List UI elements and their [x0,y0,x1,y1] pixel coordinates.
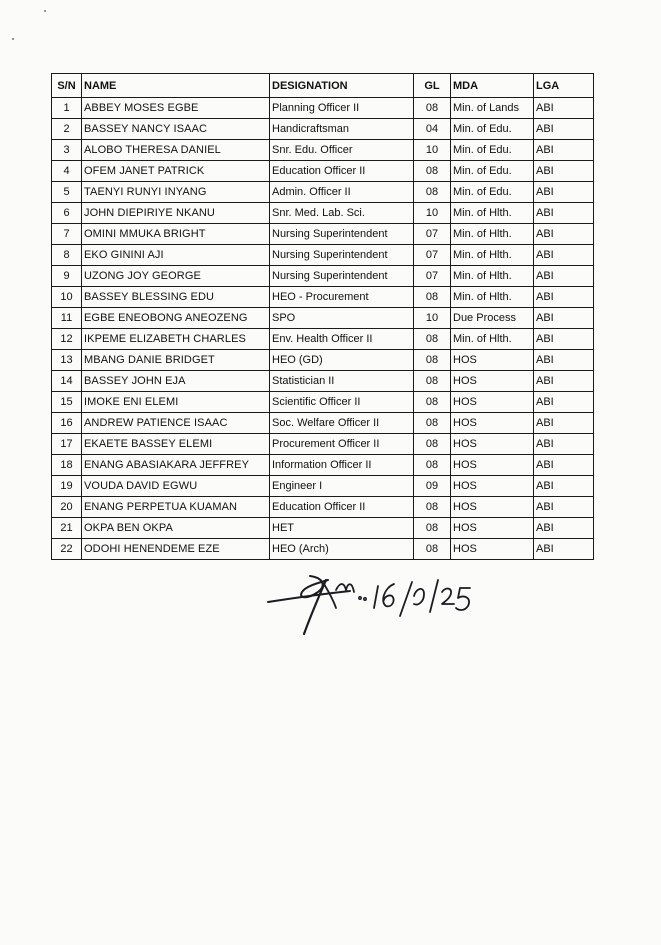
cell-name: EKO GININI AJI [82,245,270,266]
cell-sn: 2 [52,119,82,140]
cell-sn: 7 [52,224,82,245]
cell-gl: 08 [414,350,451,371]
table-row [52,266,594,287]
staff-table [51,73,594,560]
scan-speck [44,10,46,12]
cell-gl: 08 [414,329,451,350]
cell-gl: 08 [414,98,451,119]
cell-lga: ABI [534,476,594,497]
cell-sn: 9 [52,266,82,287]
cell-gl: 10 [414,203,451,224]
cell-gl: 08 [414,287,451,308]
cell-name: IKPEME ELIZABETH CHARLES [82,329,270,350]
cell-lga: ABI [534,140,594,161]
header-sn: S/N [52,74,82,98]
table-row [52,455,594,476]
header-mda: MDA [451,74,534,98]
cell-lga: ABI [534,266,594,287]
table-row [52,497,594,518]
cell-designation: Admin. Officer II [270,182,414,203]
cell-mda: HOS [451,413,534,434]
cell-gl: 07 [414,224,451,245]
cell-gl: 08 [414,371,451,392]
cell-lga: ABI [534,182,594,203]
cell-sn: 20 [52,497,82,518]
cell-name: ENANG PERPETUA KUAMAN [82,497,270,518]
cell-lga: ABI [534,119,594,140]
cell-gl: 08 [414,497,451,518]
cell-gl: 08 [414,455,451,476]
cell-designation: Education Officer II [270,497,414,518]
cell-mda: Min. of Hlth. [451,203,534,224]
cell-sn: 5 [52,182,82,203]
cell-lga: ABI [534,98,594,119]
cell-designation: HEO - Procurement [270,287,414,308]
cell-designation: Handicraftsman [270,119,414,140]
cell-lga: ABI [534,203,594,224]
cell-mda: HOS [451,434,534,455]
cell-gl: 08 [414,392,451,413]
table-row [52,245,594,266]
cell-designation: Scientific Officer II [270,392,414,413]
cell-name: MBANG DANIE BRIDGET [82,350,270,371]
cell-name: BASSEY NANCY ISAAC [82,119,270,140]
cell-designation: Procurement Officer II [270,434,414,455]
cell-mda: Min. of Hlth. [451,329,534,350]
cell-gl: 08 [414,539,451,560]
cell-mda: HOS [451,476,534,497]
cell-sn: 4 [52,161,82,182]
cell-sn: 17 [52,434,82,455]
cell-mda: Min. of Lands [451,98,534,119]
cell-designation: Education Officer II [270,161,414,182]
header-name: NAME [82,74,270,98]
table-row [52,518,594,539]
cell-designation: Snr. Edu. Officer [270,140,414,161]
table-row [52,224,594,245]
cell-mda: Min. of Edu. [451,161,534,182]
cell-sn: 10 [52,287,82,308]
cell-name: OMINI MMUKA BRIGHT [82,224,270,245]
cell-lga: ABI [534,497,594,518]
table-row [52,434,594,455]
cell-gl: 08 [414,413,451,434]
cell-designation: HEO (Arch) [270,539,414,560]
table-row [52,539,594,560]
cell-mda: Due Process [451,308,534,329]
cell-designation: Engineer I [270,476,414,497]
table-row [52,119,594,140]
cell-gl: 08 [414,518,451,539]
cell-sn: 11 [52,308,82,329]
cell-lga: ABI [534,392,594,413]
table-row [52,140,594,161]
cell-designation: Snr. Med. Lab. Sci. [270,203,414,224]
cell-mda: HOS [451,455,534,476]
cell-name: ANDREW PATIENCE ISAAC [82,413,270,434]
cell-gl: 08 [414,182,451,203]
cell-name: TAENYI RUNYI INYANG [82,182,270,203]
header-gl: GL [414,74,451,98]
table-row [52,287,594,308]
cell-mda: Min. of Hlth. [451,287,534,308]
cell-name: OFEM JANET PATRICK [82,161,270,182]
cell-lga: ABI [534,329,594,350]
cell-sn: 3 [52,140,82,161]
cell-mda: Min. of Hlth. [451,266,534,287]
cell-name: IMOKE ENI ELEMI [82,392,270,413]
header-designation: DESIGNATION [270,74,414,98]
table-row [52,98,594,119]
cell-gl: 08 [414,161,451,182]
table-row [52,182,594,203]
table-row [52,203,594,224]
cell-sn: 19 [52,476,82,497]
cell-mda: HOS [451,371,534,392]
cell-name: OKPA BEN OKPA [82,518,270,539]
cell-sn: 18 [52,455,82,476]
cell-name: UZONG JOY GEORGE [82,266,270,287]
table-row [52,308,594,329]
cell-lga: ABI [534,455,594,476]
cell-mda: HOS [451,392,534,413]
cell-name: JOHN DIEPIRIYE NKANU [82,203,270,224]
cell-designation: Planning Officer II [270,98,414,119]
cell-lga: ABI [534,224,594,245]
cell-sn: 8 [52,245,82,266]
cell-lga: ABI [534,245,594,266]
cell-mda: Min. of Hlth. [451,224,534,245]
cell-designation: Nursing Superintendent [270,266,414,287]
cell-sn: 15 [52,392,82,413]
table-row [52,329,594,350]
cell-name: ENANG ABASIAKARA JEFFREY [82,455,270,476]
cell-designation: Soc. Welfare Officer II [270,413,414,434]
cell-sn: 12 [52,329,82,350]
cell-lga: ABI [534,308,594,329]
cell-lga: ABI [534,350,594,371]
cell-gl: 08 [414,434,451,455]
cell-name: ALOBO THERESA DANIEL [82,140,270,161]
cell-lga: ABI [534,434,594,455]
table-row [52,476,594,497]
cell-gl: 09 [414,476,451,497]
cell-name: EGBE ENEOBONG ANEOZENG [82,308,270,329]
cell-name: EKAETE BASSEY ELEMI [82,434,270,455]
cell-gl: 07 [414,266,451,287]
cell-designation: Nursing Superintendent [270,224,414,245]
cell-gl: 07 [414,245,451,266]
cell-lga: ABI [534,287,594,308]
table-row [52,392,594,413]
cell-mda: HOS [451,497,534,518]
cell-mda: HOS [451,518,534,539]
cell-sn: 14 [52,371,82,392]
cell-sn: 16 [52,413,82,434]
cell-designation: HEO (GD) [270,350,414,371]
cell-designation: Information Officer II [270,455,414,476]
cell-mda: HOS [451,539,534,560]
table-row [52,371,594,392]
cell-lga: ABI [534,161,594,182]
table-row [52,350,594,371]
cell-designation: Env. Health Officer II [270,329,414,350]
table-row [52,413,594,434]
cell-sn: 22 [52,539,82,560]
cell-designation: SPO [270,308,414,329]
cell-mda: Min. of Edu. [451,140,534,161]
cell-lga: ABI [534,413,594,434]
cell-lga: ABI [534,371,594,392]
cell-name: ABBEY MOSES EGBE [82,98,270,119]
cell-gl: 04 [414,119,451,140]
cell-mda: HOS [451,350,534,371]
cell-designation: Statistician II [270,371,414,392]
cell-mda: Min. of Edu. [451,119,534,140]
cell-sn: 6 [52,203,82,224]
cell-designation: HET [270,518,414,539]
cell-name: BASSEY JOHN EJA [82,371,270,392]
cell-gl: 10 [414,140,451,161]
cell-lga: ABI [534,518,594,539]
cell-name: ODOHI HENENDEME EZE [82,539,270,560]
cell-gl: 10 [414,308,451,329]
cell-sn: 1 [52,98,82,119]
cell-name: BASSEY BLESSING EDU [82,287,270,308]
cell-sn: 21 [52,518,82,539]
cell-sn: 13 [52,350,82,371]
table-header-row [52,74,594,98]
scan-speck [12,38,14,40]
cell-designation: Nursing Superintendent [270,245,414,266]
table-row [52,161,594,182]
cell-mda: Min. of Hlth. [451,245,534,266]
cell-mda: Min. of Edu. [451,182,534,203]
cell-name: VOUDA DAVID EGWU [82,476,270,497]
signature-with-date [264,572,474,642]
header-lga: LGA [534,74,594,98]
cell-lga: ABI [534,539,594,560]
